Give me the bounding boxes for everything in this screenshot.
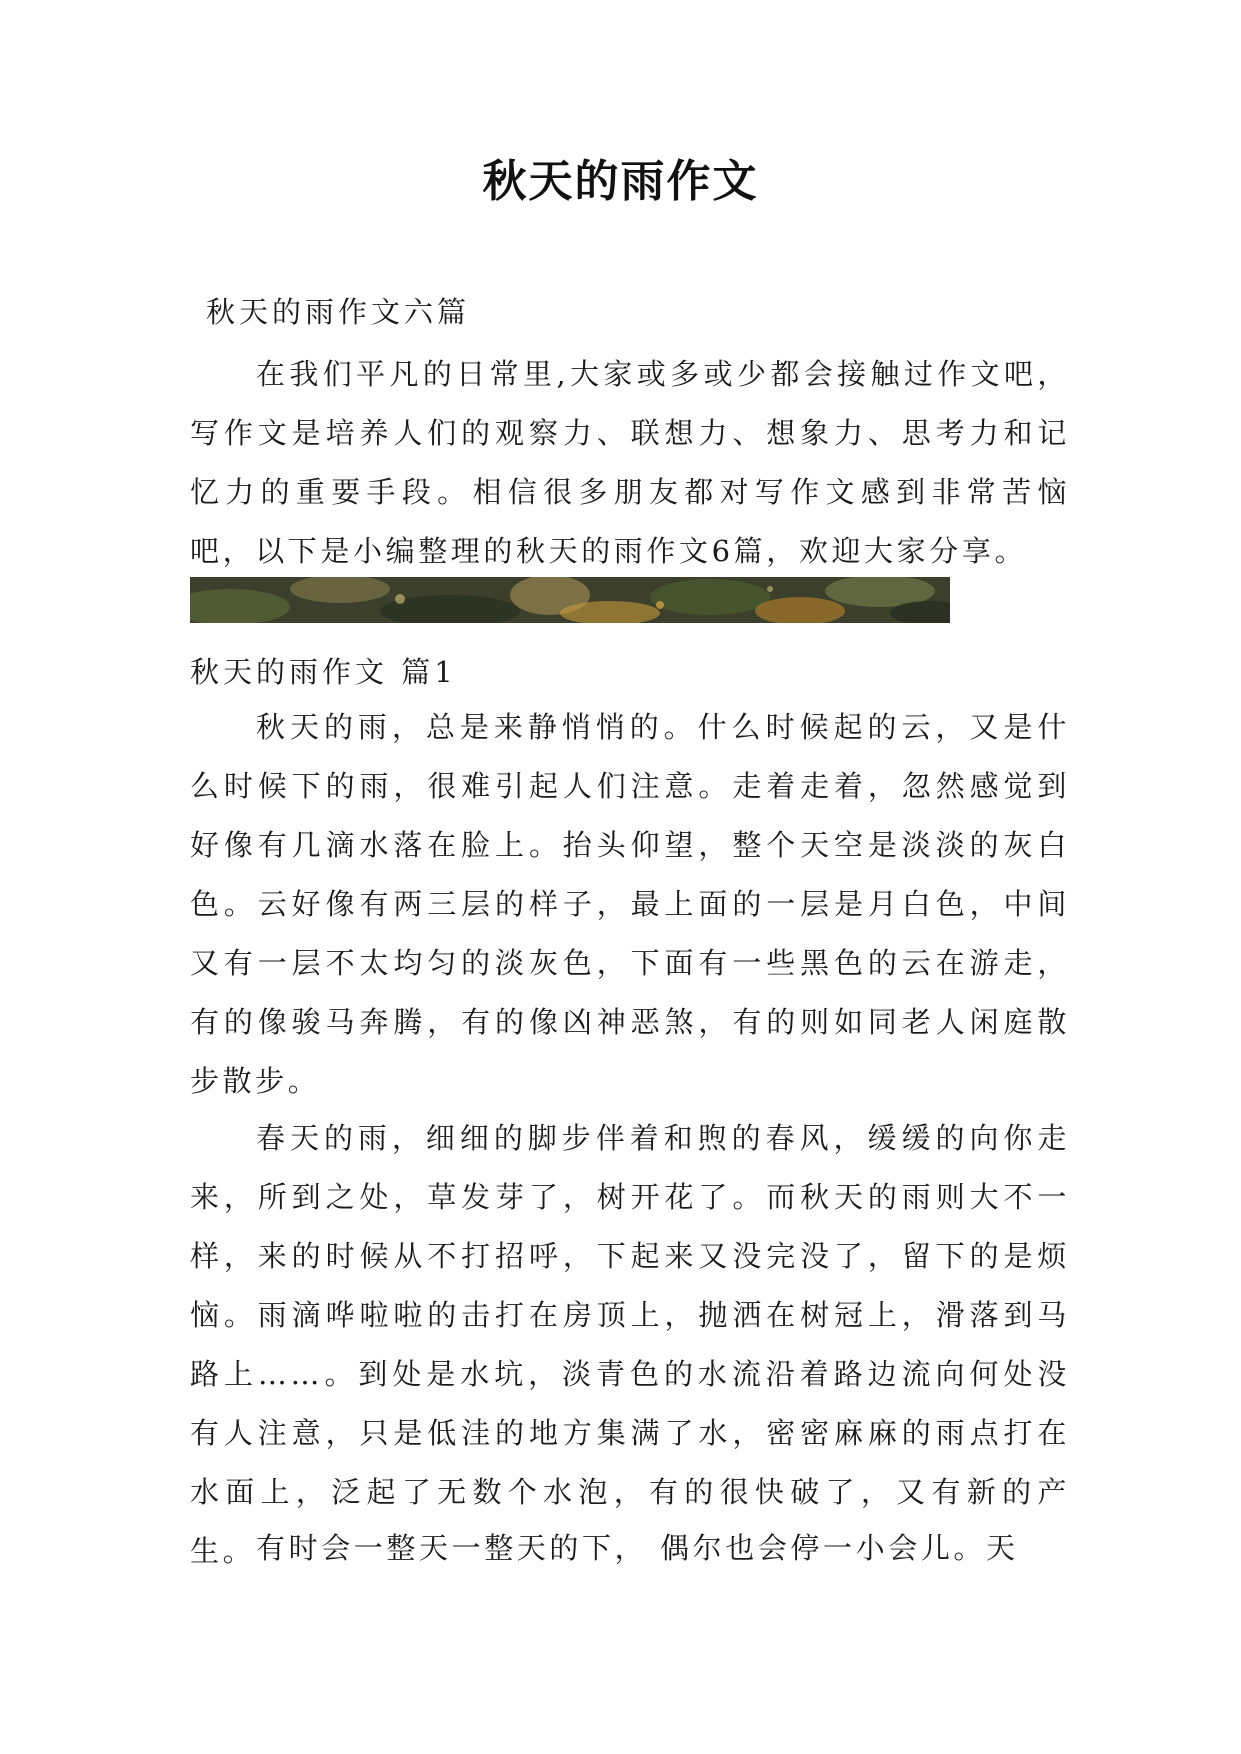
decorative-photo bbox=[190, 577, 950, 623]
section-heading: 秋天的雨作文 篇1 bbox=[190, 655, 457, 689]
body-paragraph: 有时会一整天一整天的下， 偶尔也会停一小会儿。天 bbox=[256, 1531, 1019, 1565]
intro-paragraph: 在我们平凡的日常里,大家或多或少都会接触过作文吧，写作文是培养人们的观察力、联想力、想象力、思考力和记忆力的重要手段。相信很多朋友都对写作文感到非常苦恼吧，以下是小编整理的秋天的雨作文6篇，欢迎大家分享。 bbox=[190, 357, 1070, 568]
body-paragraph: 春天的雨，细细的脚步伴着和煦的春风，缓缓的向你走来，所到之处，草发芽了，树开花了。而秋天的雨则大不一样，来的时候从不打招呼，下起来又没完没了，留下的是烦恼。雨滴哗啦啦的击打在房顶上，抛洒在树冠上，滑落到马路上……。到处是水坑，淡青色的水流沿着路边流向何处没有人注意，只是低洼的地方集满了水，密密麻麻的雨点打在水面上，泛起了无数个水泡，有的很快破了，又有新的产生。 bbox=[190, 1121, 1070, 1568]
document-subtitle: 秋天的雨作文六篇 bbox=[206, 295, 471, 329]
body-paragraph: 秋天的雨，总是来静悄悄的。什么时候起的云，又是什么时候下的雨，很难引起人们注意。走着走着，忽然感觉到好像有几滴水落在脸上。抬头仰望，整个天空是淡淡的灰白色。云好像有两三层的样子，最上面的一层是月白色，中间又有一层不太均匀的淡灰色，下面有一些黑色的云在游走，有的像骏马奔腾，有的像凶神恶煞，有的则如同老人闲庭散步散步。 bbox=[190, 710, 1070, 1098]
document-title: 秋天的雨作文 bbox=[482, 156, 759, 207]
